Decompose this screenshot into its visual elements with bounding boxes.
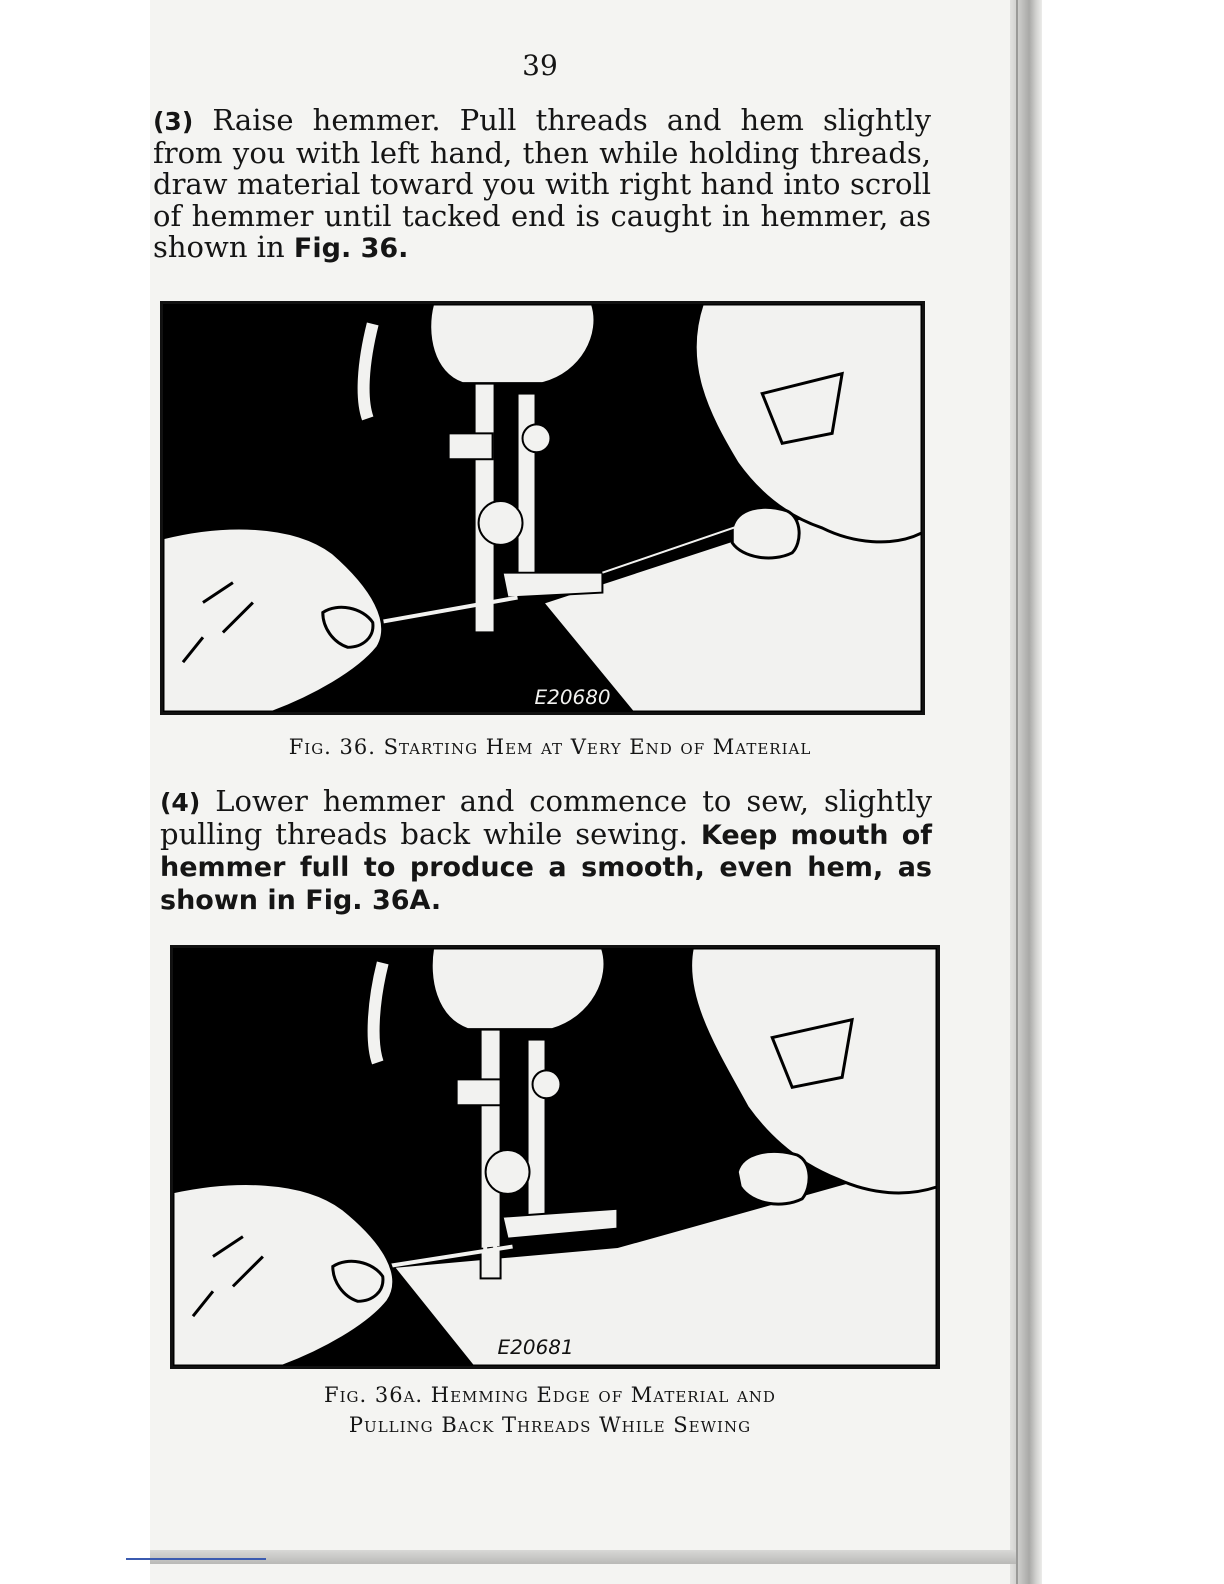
figure-36-drawing: [163, 304, 922, 712]
figure-36-illustration: [160, 301, 925, 715]
step-4-number: (4): [160, 788, 201, 817]
figure-36a-code: E20681: [497, 1336, 574, 1360]
figure-36-code: E20680: [534, 686, 611, 710]
page-bottom-edge: [150, 1550, 1016, 1564]
page-number: 39: [522, 49, 558, 82]
figure-36a-illustration: [170, 945, 940, 1369]
figure-36-caption: Fig. 36. Starting Hem at Very End of Material: [288, 735, 812, 759]
page-edge: [1010, 0, 1042, 1584]
figure-36a-caption-line-2: Pulling Back Threads While Sewing: [348, 1413, 752, 1437]
step-3-text: Raise hemmer. Pull threads and hem slightly from you with left hand, then while holding threads, draw material toward you with right hand into scroll of hemmer until tacked end is caught in hemmer, as shown in: [153, 103, 932, 264]
step-4-paragraph: [160, 786, 932, 916]
step-4-bold-text: Keep mouth of hemmer full to produce a smooth, even hem, as shown in Fig. 36A.: [160, 819, 933, 916]
step-4-text: Lower hemmer and commence to sew, slightly pulling threads back while sewing.: [160, 784, 932, 851]
figure-36a-caption-line-1: Fig. 36a. Hemming Edge of Material and: [324, 1383, 776, 1407]
step-3-number: (3): [153, 107, 194, 136]
bottom-rule: [126, 1558, 266, 1560]
figure-36a-drawing: [173, 948, 937, 1366]
step-3-fig-ref: Fig. 36.: [293, 233, 409, 264]
step-3-paragraph: [153, 105, 931, 265]
figure-36a-caption: [200, 1380, 900, 1440]
